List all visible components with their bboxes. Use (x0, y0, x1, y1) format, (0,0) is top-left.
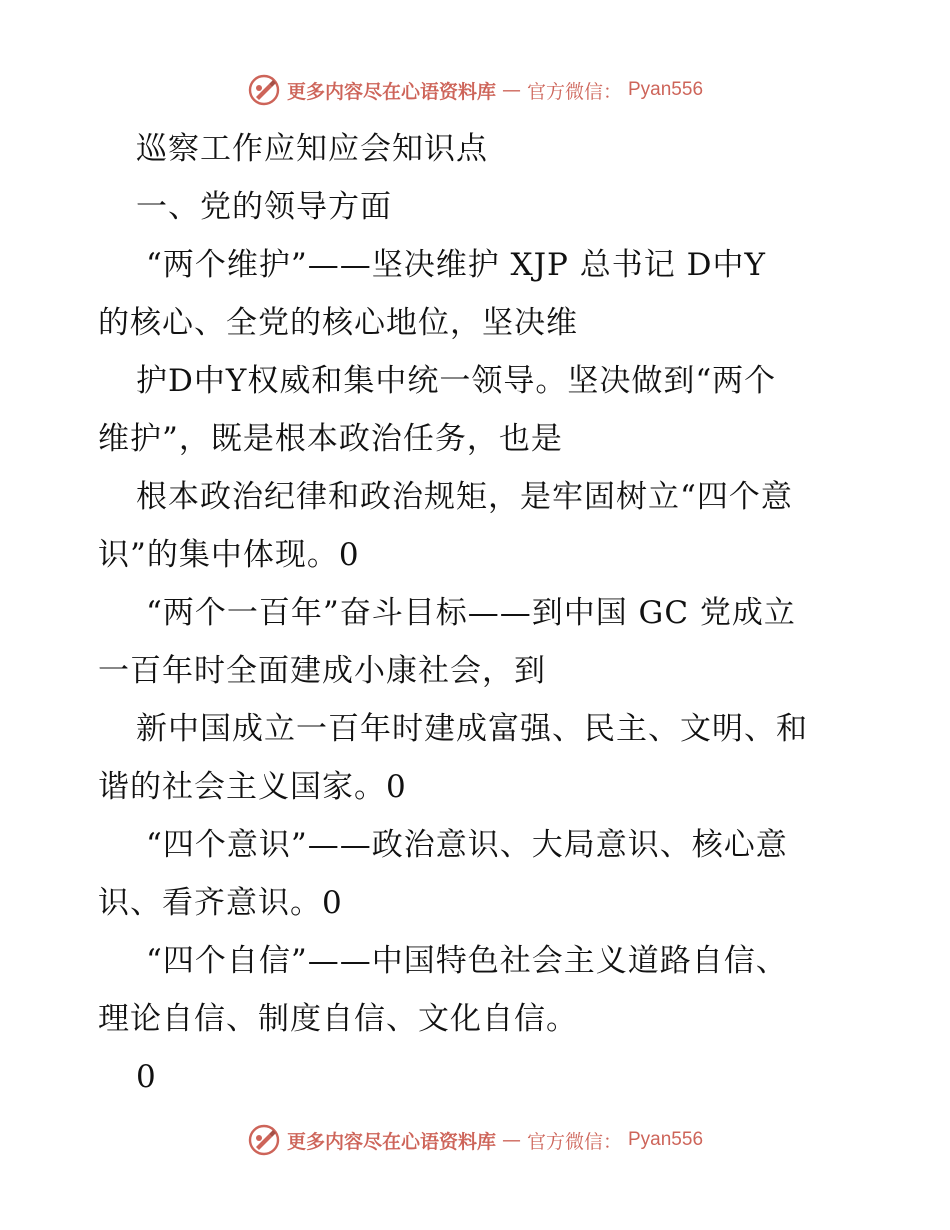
document-line: 根本政治纪律和政治规矩，是牢固树立“四个意 (136, 479, 793, 515)
pen-logo-icon (247, 1123, 281, 1157)
document-line: “两个一百年”奋斗目标——到中国 GC 党成立 (146, 595, 796, 631)
document-body (98, 120, 858, 1106)
document-line: 一百年时全面建成小康社会，到 (98, 653, 546, 689)
watermark-handle: Pyan556 (628, 1129, 704, 1150)
document-line: 护D中Y权威和集中统一领导。坚决做到“两个 (136, 363, 777, 399)
watermark-label: 官方微信： (526, 1130, 622, 1153)
watermark-label: 官方微信： (526, 80, 622, 103)
watermark-separator: — (501, 1129, 521, 1151)
document-line: 识、看齐意识。0 (98, 885, 343, 921)
document-line: 新中国成立一百年时建成富强、民主、文明、和 (136, 711, 808, 747)
document-line: “四个意识”——政治意识、大局意识、核心意 (146, 827, 788, 863)
document-line: 识”的集中体现。0 (98, 537, 360, 573)
document-line: “两个维护”——坚决维护 XJP 总书记 D中Y (146, 247, 766, 283)
watermark-separator: — (501, 79, 521, 101)
document-line: 理论自信、制度自信、文化自信。 (98, 1001, 578, 1037)
header-watermark (0, 70, 950, 110)
document-line: “四个自信”——中国特色社会主义道路自信、 (146, 943, 788, 979)
footer-watermark (0, 1120, 950, 1160)
watermark-brand: 更多内容尽在心语资料库 (286, 80, 496, 103)
watermark-handle: Pyan556 (628, 79, 704, 100)
watermark-brand: 更多内容尽在心语资料库 (286, 1130, 496, 1153)
document-line: 的核心、全党的核心地位，坚决维 (98, 305, 578, 341)
pen-logo-icon (247, 73, 281, 107)
document-line: 谐的社会主义国家。0 (98, 769, 407, 805)
document-line: 巡察工作应知应会知识点 (136, 131, 488, 167)
document-line: 0 (136, 1059, 157, 1095)
document-line: 维护”，既是根本政治任务，也是 (98, 421, 563, 457)
document-line: 一、党的领导方面 (136, 189, 392, 225)
